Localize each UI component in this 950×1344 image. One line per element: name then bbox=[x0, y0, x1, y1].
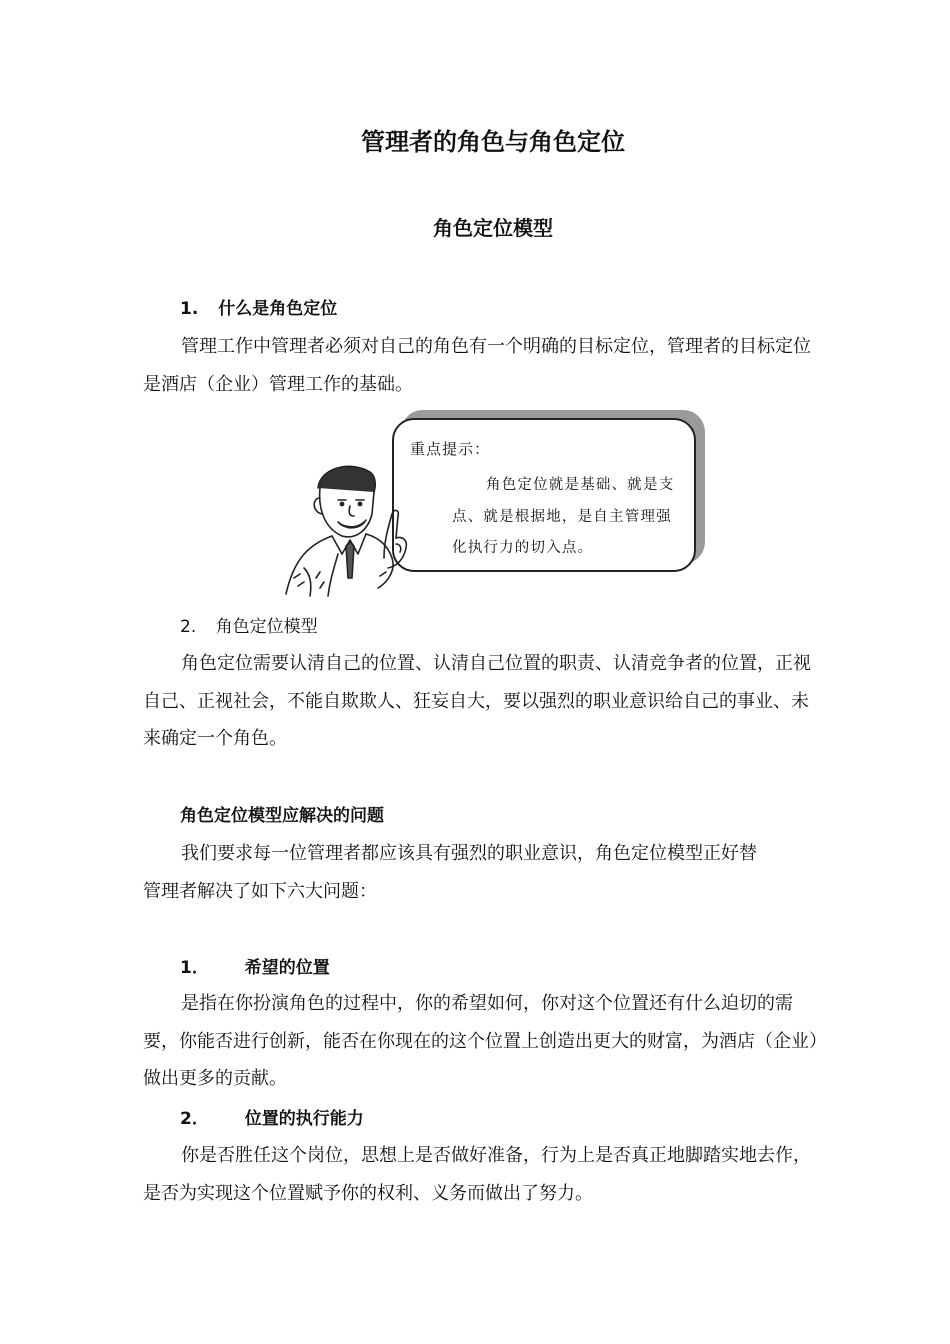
section-1-paragraph: 管理工作中管理者必须对自己的角色有一个明确的目标定位，管理者的目标定位是酒店（企业）管理工作的基础。 bbox=[143, 336, 811, 395]
item-1-title: 希望的位置 bbox=[244, 958, 330, 978]
section-1-title: 什么是角色定位 bbox=[218, 299, 338, 319]
section-2-paragraph: 角色定位需要认清自己的位置、认清自己位置的职责、认清竞争者的位置，正视自己、正视社会，不能自欺欺人、狂妄自大，要以强烈的职业意识给自己的事业、未来确定一个角色。 bbox=[143, 653, 811, 749]
item-2-heading bbox=[180, 1106, 364, 1132]
item-2-paragraph: 你是否胜任这个岗位，思想上是否做好准备，行为上是否真正地脚踏实地去作，是否为实现这个位置赋予你的权利、义务而做出了努力。 bbox=[143, 1145, 811, 1204]
item-1-paragraph: 是指在你扮演角色的过程中，你的希望如何，你对这个位置还有什么迫切的需要，你能否进行创新，能否在你现在的这个位置上创造出更大的财富，为酒店（企业）做出更多的贡献。 bbox=[143, 993, 818, 1089]
callout-title: 重点提示： bbox=[410, 440, 491, 458]
page-subtitle: 角色定位模型 bbox=[433, 216, 553, 240]
section-2-number: 2. bbox=[180, 617, 197, 637]
item-1-number: 1． bbox=[180, 958, 209, 978]
section-2-heading bbox=[180, 614, 318, 640]
section-1-heading bbox=[180, 296, 337, 322]
item-2-title: 位置的执行能力 bbox=[244, 1109, 364, 1129]
section-3-paragraph-line-2: 管理者解决了如下六大问题： bbox=[143, 881, 377, 902]
section-2-title: 角色定位模型 bbox=[215, 617, 318, 637]
section-3-heading: 角色定位模型应解决的问题 bbox=[180, 806, 384, 826]
page-title: 管理者的角色与角色定位 bbox=[361, 128, 625, 156]
pointing-man-illustration-icon bbox=[280, 458, 430, 598]
item-2-number: 2． bbox=[180, 1109, 209, 1129]
section-3-paragraph-line-1: 我们要求每一位管理者都应该具有强烈的职业意识，角色定位模型正好替 bbox=[181, 843, 757, 864]
callout-body: 角色定位就是基础、就是支点、就是根据地，是自主管理强化执行力的切入点。 bbox=[452, 477, 675, 556]
item-1-heading bbox=[180, 955, 330, 981]
section-1-number: 1. bbox=[180, 299, 199, 319]
